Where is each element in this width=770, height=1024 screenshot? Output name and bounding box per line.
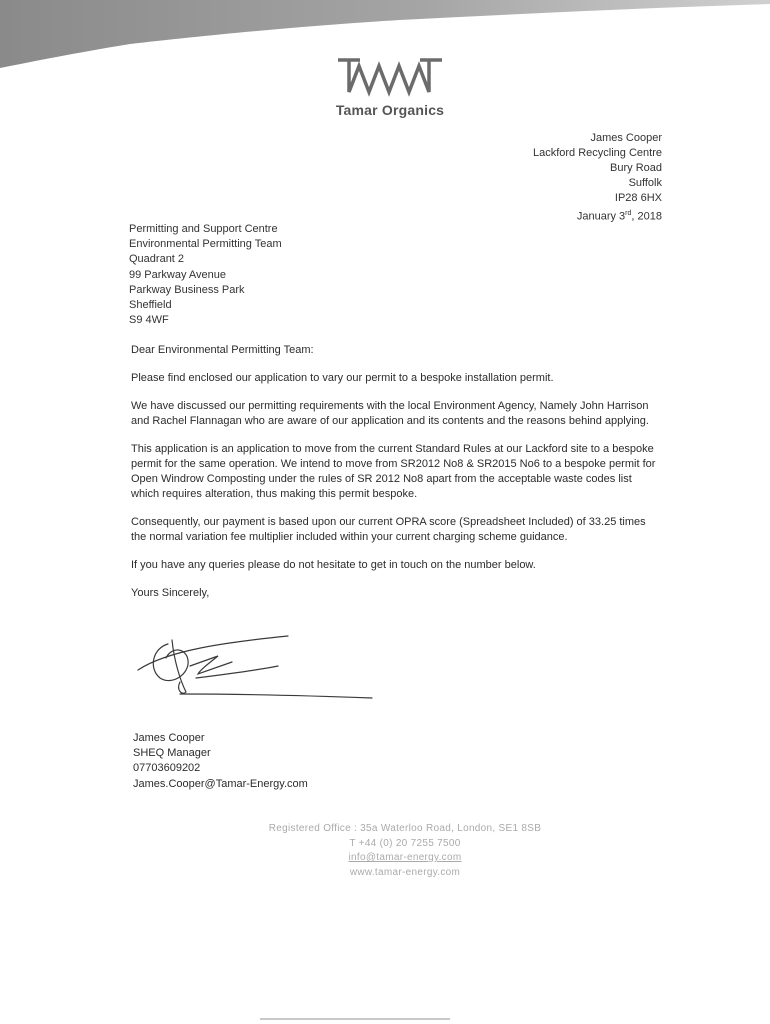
sender-address: [533, 131, 662, 225]
sender-postcode: IP28 6HX: [614, 192, 662, 204]
signoff-email: James.Cooper@Tamar-Energy.com: [133, 777, 308, 790]
tamar-wave-logo-icon: [330, 52, 450, 100]
date-month: January 3: [576, 210, 626, 223]
recipient-line: S9 4WF: [129, 314, 169, 327]
recipient-line: Parkway Business Park: [129, 283, 245, 296]
footer-telephone: T +44 (0) 20 7255 7500: [349, 837, 461, 849]
letterhead-footer: [250, 822, 560, 880]
company-logo: [310, 52, 470, 118]
footer-address: Registered Office : 35a Waterloo Road, London, SE1 8SB: [268, 823, 542, 834]
paragraph-discussion: We have discussed our permitting requirements with the local Environment Agency, Namely John Harrison and Rachel Flannagan who are aware of our application and its contents and the reasons behind applying.: [131, 400, 649, 427]
company-name: Tamar Organics: [335, 102, 445, 118]
footer-email-link[interactable]: info@tamar-energy.com: [348, 852, 462, 864]
recipient-line: 99 Parkway Avenue: [129, 268, 227, 281]
recipient-line: Quadrant 2: [129, 253, 185, 266]
paragraph-variation: This application is an application to move from the current Standard Rules at our Lackford site to a bespoke permit for the same operation. We intend to move from SR2012 No8 & SR2015 No6 to a bespoke permit for Open Windrow Composting under the rules of SR 2012 No8 apart from the acceptable waste codes list which requires alteration, thus making this permit bespoke.: [131, 443, 656, 500]
sender-name: James Cooper: [590, 132, 662, 144]
paragraph-payment: Consequently, our payment is based upon our current OPRA score (Spreadsheet Included) of 33.25 times the normal variation fee multiplier included within your current charging scheme guidance.: [131, 516, 646, 543]
letter-date: [533, 206, 662, 225]
signoff-block: [133, 731, 308, 792]
recipient-line: Sheffield: [129, 299, 172, 312]
closing: Yours Sincerely,: [131, 587, 210, 599]
recipient-address: [129, 222, 282, 328]
paragraph-contact: If you have any queries please do not hesitate to get in touch on the number below.: [131, 559, 536, 571]
salutation: Dear Environmental Permitting Team:: [131, 344, 314, 356]
paragraph-application: Please find enclosed our application to vary our permit to a bespoke installation permit.: [131, 372, 554, 384]
recipient-line: Environmental Permitting Team: [129, 238, 282, 251]
sender-county: Suffolk: [628, 177, 662, 189]
signoff-name: James Cooper: [133, 732, 205, 744]
signoff-phone: 07703609202: [133, 762, 201, 775]
scan-edge-mark: [260, 1018, 450, 1020]
handwritten-signature: [128, 630, 378, 705]
signoff-title: SHEQ Manager: [133, 747, 211, 760]
date-year: , 2018: [631, 210, 662, 223]
sender-street: Bury Road: [610, 162, 662, 174]
footer-website-link[interactable]: www.tamar-energy.com: [349, 866, 461, 878]
recipient-line: Permitting and Support Centre: [129, 223, 278, 235]
date-suffix: rd: [625, 210, 632, 217]
sender-organization: Lackford Recycling Centre: [532, 147, 662, 159]
letter-body: [131, 343, 656, 614]
